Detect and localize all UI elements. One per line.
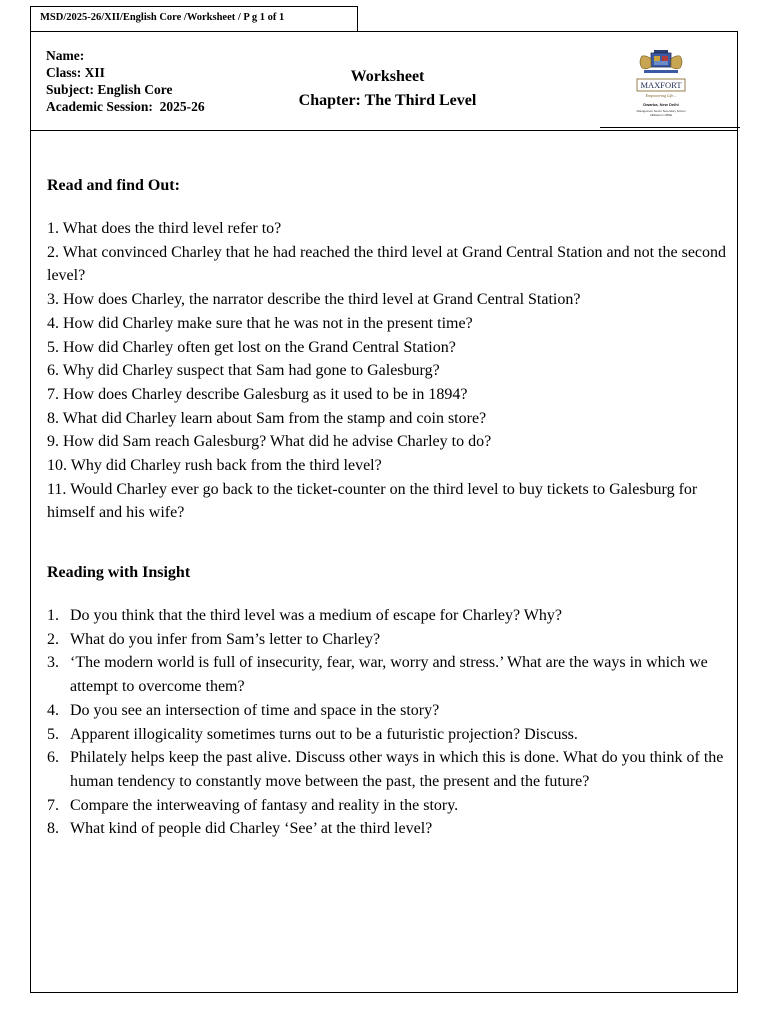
worksheet-title: Worksheet	[350, 68, 425, 85]
list-item	[47, 699, 737, 723]
item-number: 7.	[47, 796, 59, 814]
school-logo	[624, 46, 698, 120]
list-item	[47, 723, 737, 747]
logo-tagline: Empowering Life...	[645, 93, 677, 98]
list-item: 2. What convinced Charley that he had reached the third level at Grand Central Station and not the second level?	[47, 243, 727, 285]
item-text: What do you infer from Sam’s letter to Charley?	[70, 630, 381, 648]
logo-line2: Affiliated to CBSE	[649, 113, 673, 117]
list-item	[47, 604, 737, 628]
doc-code-box	[30, 6, 358, 31]
item-text: ‘The modern world is full of insecurity, fear, war, worry and stress.’ What are the ways in which we attempt to overcome them?	[70, 654, 708, 696]
list-item	[47, 651, 737, 698]
list-item	[47, 628, 737, 652]
item-text: Compare the interweaving of fantasy and reality in the story.	[70, 796, 459, 814]
logo-name: MAXFORT	[640, 80, 682, 90]
school-crest-icon	[624, 46, 698, 120]
reading-with-insight-list	[47, 604, 737, 841]
list-item: 4. How did Charley make sure that he was not in the present time?	[47, 314, 473, 332]
logo-location: Dwarka, New Delhi	[643, 102, 679, 107]
name-label: Name:	[46, 48, 85, 63]
item-number: 1.	[47, 607, 59, 624]
list-item: 5. How did Charley often get lost on the Grand Central Station?	[47, 338, 456, 356]
item-text: Do you see an intersection of time and space in the story?	[70, 701, 440, 719]
list-item: 9. How did Sam reach Galesburg? What did he advise Charley to do?	[47, 433, 492, 451]
chapter-title: Chapter: The Third Level	[298, 92, 477, 109]
list-item	[47, 817, 737, 841]
list-item: 7. How does Charley describe Galesburg as it used to be in 1894?	[47, 385, 468, 403]
section-title-reading-with-insight: Reading with Insight	[47, 564, 191, 581]
item-text: Apparent illogicality sometimes turns out to be a futuristic projection? Discuss.	[70, 725, 578, 743]
item-number: 3.	[47, 654, 59, 672]
student-info	[46, 47, 205, 115]
logo-underline	[600, 127, 740, 128]
header-divider	[30, 130, 738, 131]
worksheet-titles	[240, 65, 535, 113]
subject-label: Subject: English Core	[46, 82, 173, 97]
session-label: Academic Session: 2025-26	[46, 99, 205, 114]
item-number: 6.	[47, 749, 59, 767]
section-title-read-and-find-out: Read and find Out:	[47, 177, 180, 194]
item-number: 4.	[47, 701, 59, 719]
logo-line1: Management Senior Secondary School	[636, 109, 686, 113]
list-item: 3. How does Charley, the narrator describe the third level at Grand Central Station?	[47, 291, 581, 309]
read-and-find-out-list	[47, 217, 737, 525]
list-item: 8. What did Charley learn about Sam from the stamp and coin store?	[47, 409, 487, 427]
class-label: Class: XII	[46, 65, 105, 80]
list-item	[47, 794, 737, 818]
item-number: 8.	[47, 820, 59, 838]
list-item: 6. Why did Charley suspect that Sam had gone to Galesburg?	[47, 362, 440, 380]
document-code: MSD/2025-26/XII/English Core /Worksheet / P g 1 of 1	[40, 12, 285, 23]
list-item	[47, 746, 737, 793]
item-text: Do you think that the third level was a medium of escape for Charley? Why?	[70, 607, 562, 624]
item-text: What kind of people did Charley ‘See’ at the third level?	[70, 820, 433, 838]
item-number: 5.	[47, 725, 59, 743]
list-item: 1. What does the third level refer to?	[47, 220, 282, 237]
list-item: 10. Why did Charley rush back from the third level?	[47, 457, 382, 475]
item-number: 2.	[47, 630, 59, 648]
item-text: Philately helps keep the past alive. Discuss other ways in which this is done. What do you think of the human tendency to constantly move between the past, the present and the future?	[70, 749, 724, 790]
list-item: 11. Would Charley ever go back to the ticket-counter on the third level to buy tickets to Galesburg for himself and his wife?	[47, 480, 698, 522]
